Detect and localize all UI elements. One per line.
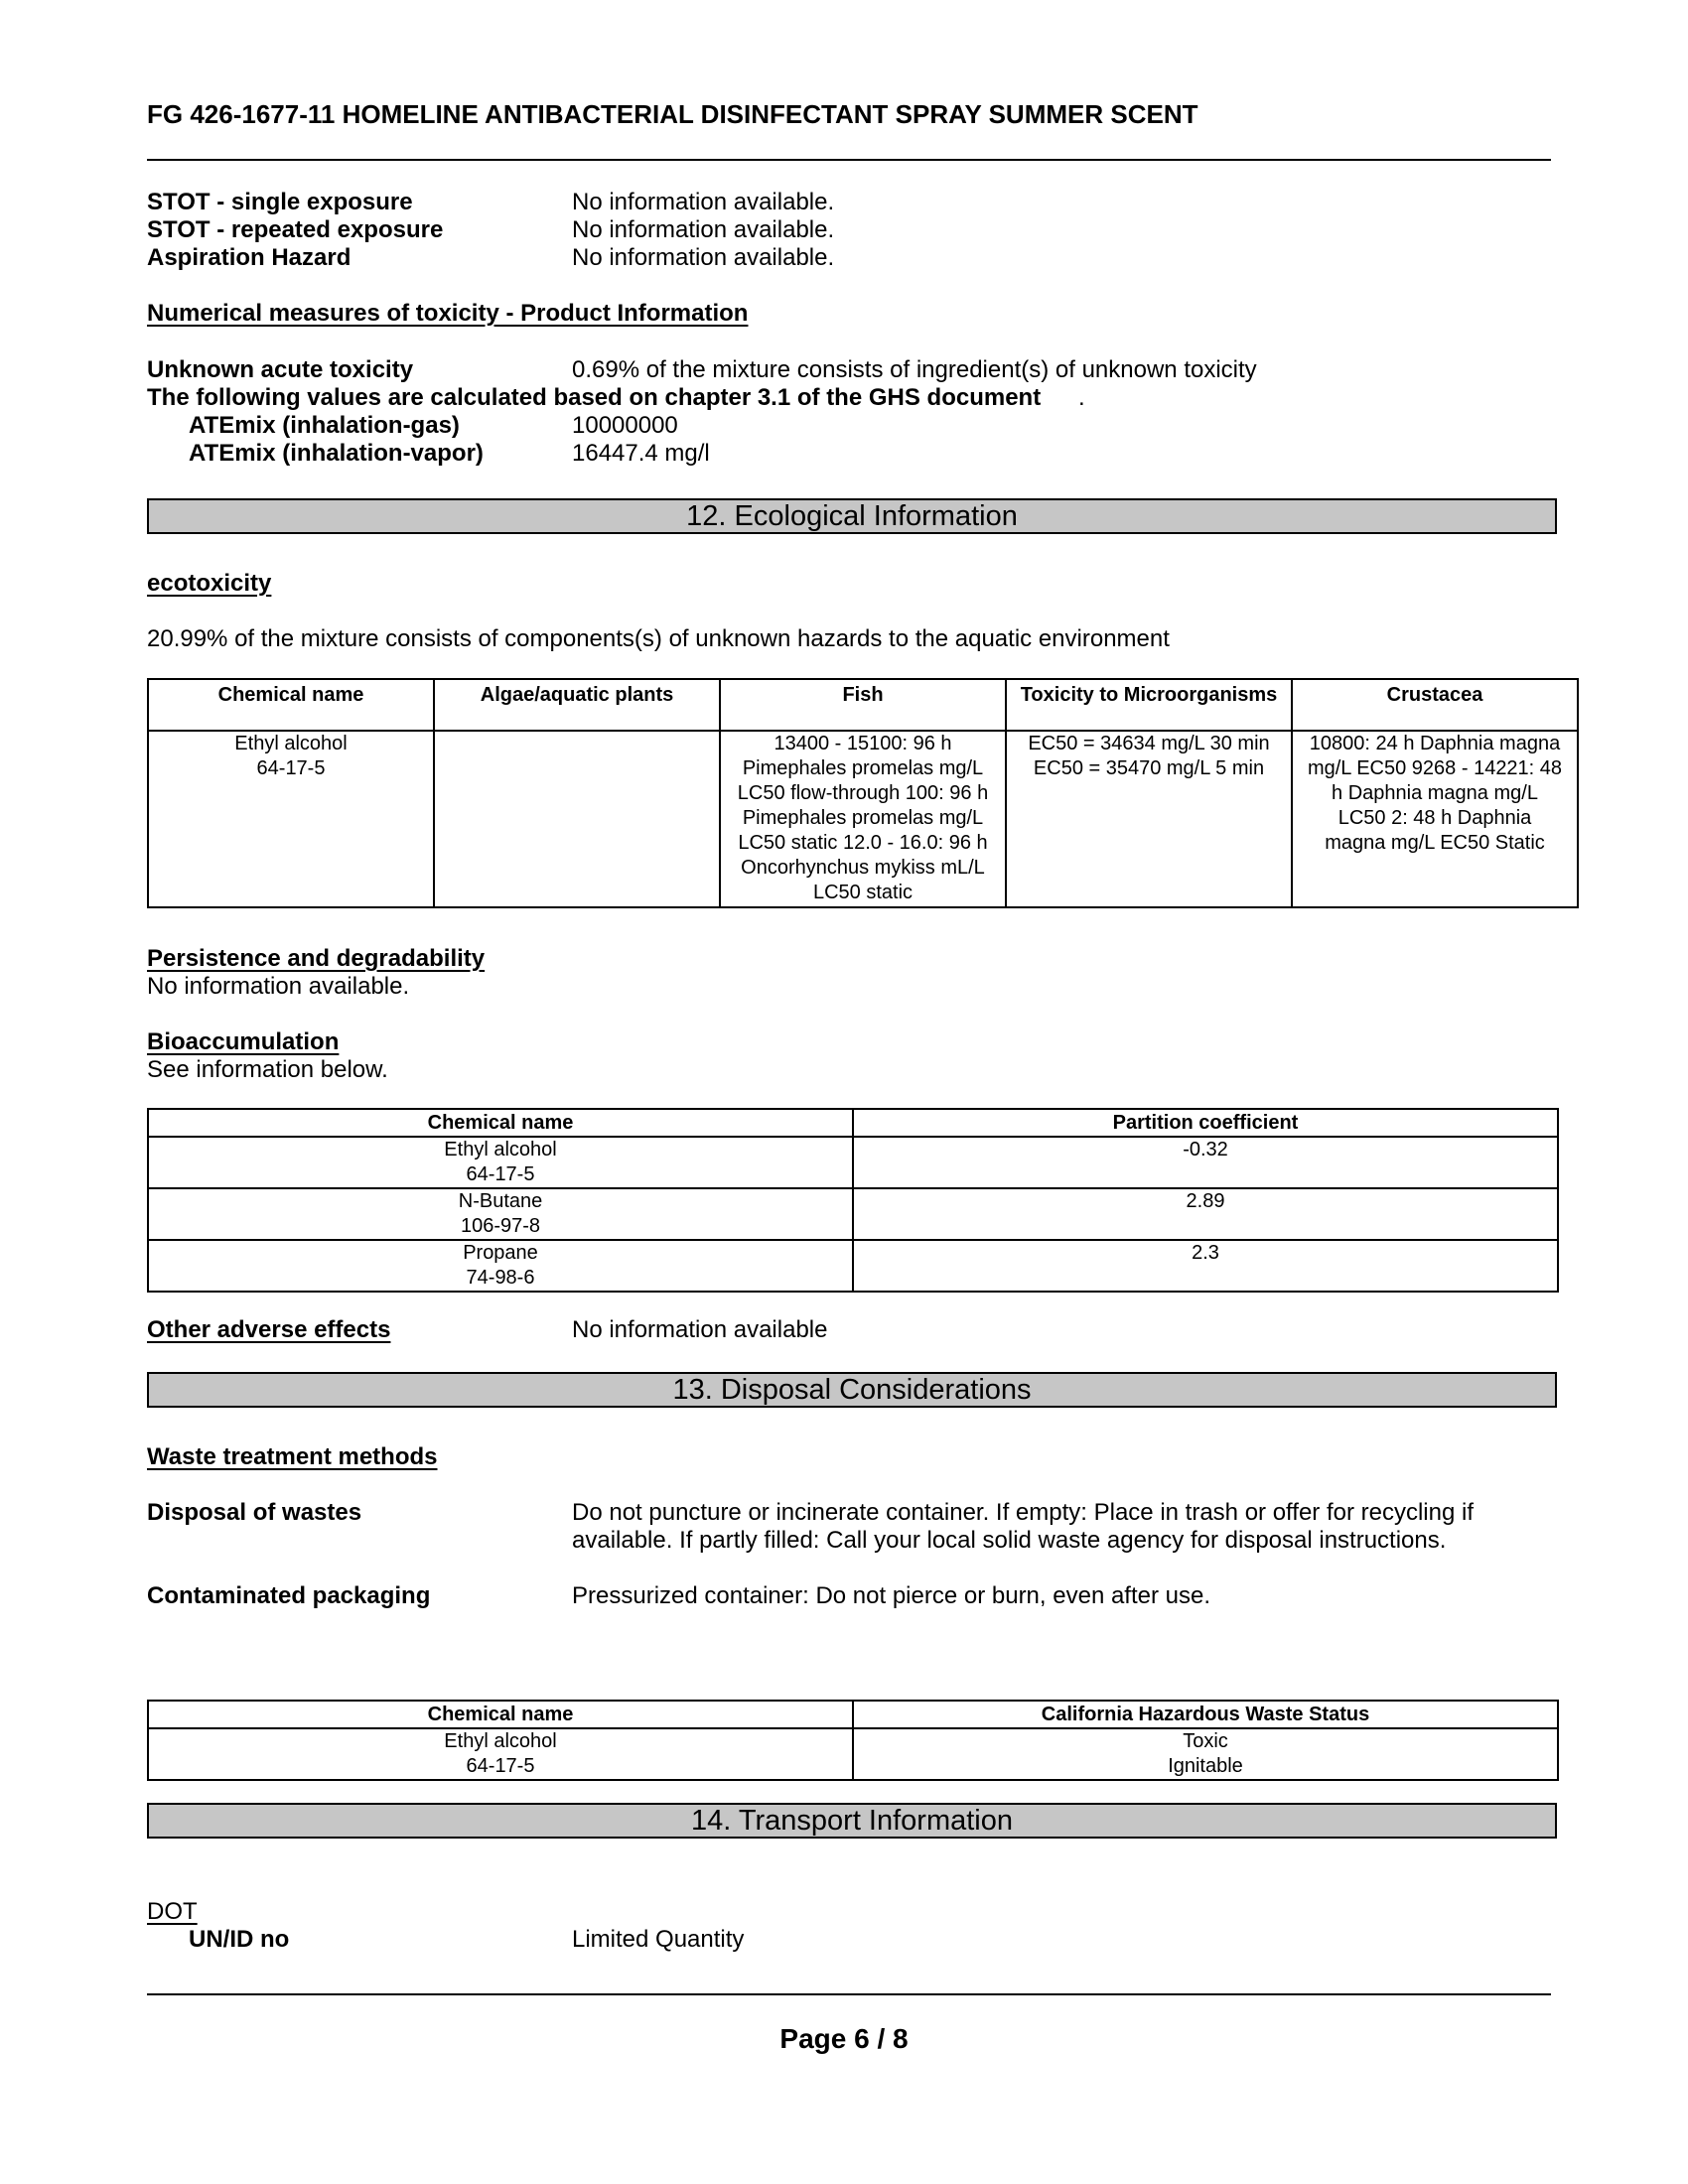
persistence-heading: Persistence and degradability [147,945,486,972]
unid-value: Limited Quantity [572,1926,745,1953]
section-14-header: 14. Transport Information [147,1803,1557,1839]
fish-cell [720,731,1006,907]
unknown-toxicity-label: Unknown acute toxicity [147,356,414,383]
table-row [148,1240,1558,1292]
chemical-name: Ethyl alcohol [444,1730,557,1752]
persistence-text: No information available. [147,973,410,1000]
fish-line: LC50 static [812,882,914,903]
atemix-gas-label: ATEmix (inhalation-gas) [189,412,460,439]
atemix-vapor-value: 16447.4 mg/l [572,440,710,467]
cas-number: 106-97-8 [460,1215,541,1237]
ecotoxicity-note: 20.99% of the mixture consists of components(s) of unknown hazards to the aquatic environment [147,625,1170,652]
microorganisms-cell [1006,731,1292,907]
chemical-cell [148,731,434,907]
fish-line: 13400 - 15100: 96 h [774,733,952,754]
chemical-name: N-Butane [458,1190,543,1212]
cas-number: 64-17-5 [256,757,326,779]
table-row [148,1137,1558,1188]
table-row [148,731,1578,907]
chemical-cell [148,1728,853,1780]
partition-table [147,1108,1559,1293]
disposal-line-1: Do not puncture or incinerate container. If empty: Place in trash or offer for recycling if [572,1499,1475,1526]
atemix-vapor-label: ATEmix (inhalation-vapor) [189,440,484,467]
waste-treatment-heading: Waste treatment methods [147,1443,438,1470]
chemical-cell [148,1240,853,1292]
chemical-cell [148,1188,853,1240]
cas-number: 74-98-6 [466,1267,535,1289]
other-effects-label: Other adverse effects [147,1316,391,1343]
chemical-name: Ethyl alcohol [234,733,348,754]
waste-status: Toxic [1183,1730,1228,1752]
bioaccumulation-heading: Bioaccumulation [147,1028,340,1055]
stot-single-value: No information available. [572,189,835,215]
table-row [148,1728,1558,1780]
cas-number: 64-17-5 [466,1755,535,1777]
partition-coefficient-value: -0.32 [853,1137,1558,1188]
crustacea-line: magna mg/L EC50 Static [1325,832,1545,854]
page-number: Page 6 / 8 [779,2023,909,2054]
waste-status-cell [853,1728,1558,1780]
table-row [148,1188,1558,1240]
partition-coefficient-value: 2.89 [853,1188,1558,1240]
fish-line: LC50 static 12.0 - 16.0: 96 h [738,832,988,854]
chemical-cell [148,1137,853,1188]
footer-divider [147,1993,1551,1995]
fish-line: Pimephales promelas mg/L [742,807,984,829]
column-header [1006,679,1292,731]
bioaccumulation-text: See information below. [147,1056,388,1083]
other-effects-value: No information available [572,1316,828,1343]
header-divider [147,159,1551,161]
column-header: Crustacea [1292,679,1578,731]
ecotoxicity-heading: ecotoxicity [147,570,272,597]
fish-line: Oncorhynchus mykiss mL/L [741,857,985,879]
cas-number: 64-17-5 [466,1163,535,1185]
table-header-row [148,1701,1558,1728]
stot-repeated-label: STOT - repeated exposure [147,216,444,243]
column-header: Algae/aquatic plants [434,679,720,731]
contaminated-packaging-label: Contaminated packaging [147,1582,431,1609]
disposal-line-2: available. If partly filled: Call your local solid waste agency for disposal instructions. [572,1527,1447,1554]
chemical-name: Ethyl alcohol [444,1139,557,1160]
unknown-toxicity-value: 0.69% of the mixture consists of ingredient(s) of unknown toxicity [572,356,1257,383]
micro-line: EC50 = 34634 mg/L 30 min [1028,733,1270,754]
disposal-label: Disposal of wastes [147,1499,362,1526]
fish-line: LC50 flow-through 100: 96 h [737,782,989,804]
crustacea-line: LC50 2: 48 h Daphnia [1337,807,1532,829]
numerical-measures-heading: Numerical measures of toxicity - Product Information [147,300,749,327]
column-header: California Hazardous Waste Status [853,1701,1558,1728]
ecotoxicity-table [147,678,1579,908]
column-header: Partition coefficient [853,1109,1558,1137]
waste-status: Ignitable [1168,1755,1243,1777]
crustacea-cell [1292,731,1578,907]
section-12-header: 12. Ecological Information [147,498,1557,534]
header-text: Toxicity to Microorganisms [1020,684,1278,706]
table-header-row [148,1109,1558,1137]
contaminated-packaging-value: Pressurized container: Do not pierce or burn, even after use. [572,1582,1211,1609]
document-title: FG 426-1677-11 HOMELINE ANTIBACTERIAL DISINFECTANT SPRAY SUMMER SCENT [147,99,1198,129]
california-waste-table [147,1700,1559,1781]
column-header: Chemical name [148,1701,853,1728]
algae-cell [434,731,720,907]
column-header: Fish [720,679,1006,731]
crustacea-line: 10800: 24 h Daphnia magna [1309,733,1561,754]
stot-single-label: STOT - single exposure [147,189,413,215]
chemical-name: Propane [463,1242,538,1264]
calculation-note-dot: . [1078,384,1085,411]
unid-label: UN/ID no [189,1926,290,1953]
dot-heading: DOT [147,1898,198,1925]
aspiration-value: No information available. [572,244,835,271]
fish-line: Pimephales promelas mg/L [742,757,984,779]
column-header: Chemical name [148,679,434,731]
column-header: Chemical name [148,1109,853,1137]
table-header-row [148,679,1578,731]
crustacea-line: mg/L EC50 9268 - 14221: 48 [1307,757,1563,779]
crustacea-line: h Daphnia magna mg/L [1332,782,1538,804]
calculation-note: The following values are calculated based on chapter 3.1 of the GHS document [147,384,1042,411]
aspiration-label: Aspiration Hazard [147,244,352,271]
section-13-header: 13. Disposal Considerations [147,1372,1557,1408]
partition-coefficient-value: 2.3 [853,1240,1558,1292]
atemix-gas-value: 10000000 [572,412,678,439]
stot-repeated-value: No information available. [572,216,835,243]
micro-line: EC50 = 35470 mg/L 5 min [1033,757,1265,779]
